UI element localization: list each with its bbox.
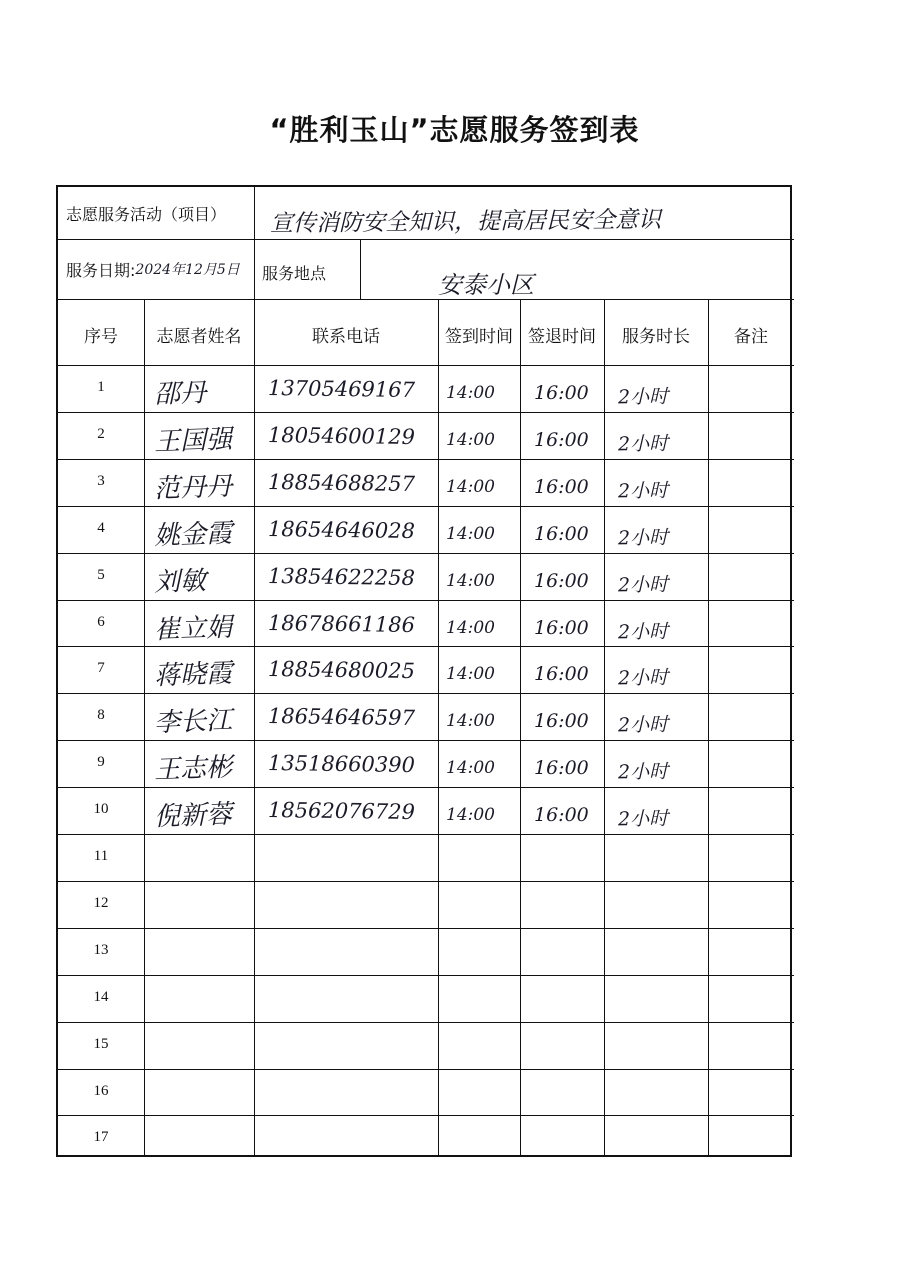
phone-number: 18854680025 [267, 657, 416, 684]
sign-out-time: 16:00 [534, 569, 589, 592]
row-number: 17 [93, 1129, 109, 1146]
column-note: 备注 [734, 326, 768, 347]
column-no: 序号 [84, 326, 118, 347]
sign-in-time: 14:00 [446, 570, 495, 591]
row-divider [58, 1069, 794, 1070]
phone-number: 13518660390 [267, 751, 416, 778]
phone-number: 18854688257 [267, 469, 416, 496]
phone-number: 18654646597 [267, 704, 416, 731]
row-number: 12 [93, 894, 109, 911]
sign-in-time: 14:00 [446, 758, 495, 779]
row-divider [58, 928, 794, 929]
volunteer-name: 王国强 [153, 424, 233, 458]
row-number: 8 [97, 707, 105, 724]
location-value: 安泰小区 [438, 271, 534, 299]
column-divider [520, 299, 521, 1157]
row-divider [58, 412, 794, 413]
service-duration: 2小时 [617, 573, 669, 597]
row-number: 6 [97, 613, 105, 630]
volunteer-name: 姚金霞 [153, 518, 233, 552]
document-title: “胜利玉山”志愿服务签到表 [269, 113, 640, 147]
activity-label: 志愿服务活动（项目） [66, 204, 227, 224]
row-divider [58, 740, 794, 741]
sign-out-time: 16:00 [534, 475, 589, 498]
row-divider [58, 693, 794, 694]
volunteer-name: 邵丹 [153, 378, 207, 410]
row-divider [58, 975, 794, 976]
volunteer-name: 倪新蓉 [153, 799, 233, 833]
service-duration: 2小时 [617, 432, 669, 456]
column-duration: 服务时长 [622, 326, 690, 347]
row-divider [58, 553, 794, 554]
row-number: 11 [93, 848, 109, 864]
sign-in-time: 14:00 [446, 664, 495, 685]
column-divider [144, 299, 145, 1157]
sign-in-time: 14:00 [446, 383, 495, 403]
activity-value: 宣传消防安全知识，提高居民安全意识 [269, 206, 662, 238]
column-divider [254, 299, 255, 1157]
row-number: 5 [97, 566, 105, 583]
row-divider [58, 646, 794, 647]
row-number: 4 [97, 519, 105, 536]
row-divider [58, 1022, 794, 1023]
volunteer-name: 李长江 [153, 705, 233, 739]
row-divider [58, 881, 794, 882]
service-duration: 2小时 [617, 385, 669, 409]
sign-out-time: 16:00 [534, 757, 589, 780]
column-signout: 签退时间 [528, 326, 596, 347]
service-duration: 2小时 [617, 713, 669, 737]
service-duration: 2小时 [617, 760, 669, 784]
volunteer-name: 蒋晓霞 [153, 659, 233, 692]
row-number: 16 [93, 1082, 109, 1099]
date-field [58, 239, 262, 299]
row-divider [58, 1115, 794, 1116]
column-signin: 签到时间 [445, 326, 513, 347]
row-number: 9 [97, 754, 105, 771]
service-duration: 2小时 [617, 807, 669, 831]
date-label: 服务日期: [66, 260, 136, 280]
row-number: 14 [93, 988, 109, 1005]
column-phone: 联系电话 [312, 326, 380, 347]
sign-out-time: 16:00 [534, 382, 589, 404]
column-name: 志愿者姓名 [156, 326, 242, 347]
phone-number: 18562076729 [267, 798, 416, 825]
phone-number: 13705469167 [267, 375, 416, 403]
phone-number: 18054600129 [267, 422, 416, 449]
service-duration: 2小时 [617, 479, 669, 503]
row-number: 3 [97, 472, 105, 489]
service-duration: 2小时 [617, 620, 669, 643]
phone-number: 13854622258 [267, 563, 416, 590]
sign-out-time: 16:00 [534, 616, 589, 639]
sign-out-time: 16:00 [534, 804, 589, 827]
phone-number: 18654646028 [267, 516, 416, 543]
sign-out-time: 16:00 [534, 522, 589, 545]
volunteer-name: 范丹丹 [153, 471, 233, 505]
sign-in-time: 14:00 [446, 429, 495, 450]
row-number: 1 [97, 379, 105, 395]
sign-in-time: 14:00 [446, 617, 495, 638]
row-divider [58, 834, 794, 835]
row-divider [58, 787, 794, 788]
location-label: 服务地点 [262, 264, 327, 283]
row-divider [58, 459, 794, 460]
row-number: 13 [93, 941, 109, 958]
sign-in-table [56, 185, 792, 1157]
sign-out-time: 16:00 [534, 710, 589, 733]
column-divider [708, 299, 709, 1157]
row-divider [58, 365, 794, 366]
row-divider [58, 600, 794, 601]
sign-in-time: 14:00 [446, 523, 495, 544]
volunteer-name: 王志彬 [153, 752, 233, 786]
column-divider [438, 299, 439, 1157]
volunteer-name: 刘敏 [153, 565, 207, 598]
column-divider [604, 299, 605, 1157]
row-number: 15 [93, 1035, 109, 1052]
sign-out-time: 16:00 [534, 428, 589, 451]
phone-number: 18678661186 [267, 610, 416, 637]
row-number: 10 [93, 801, 109, 818]
sign-in-time: 14:00 [446, 711, 495, 732]
service-duration: 2小时 [617, 526, 669, 550]
row-number: 2 [97, 425, 105, 442]
sign-in-time: 14:00 [446, 476, 495, 497]
row-number: 7 [97, 660, 105, 677]
volunteer-name: 崔立娟 [153, 612, 233, 645]
service-duration: 2小时 [617, 666, 669, 690]
date-value: 2024年12月5日 [135, 262, 240, 278]
sign-in-time: 14:00 [446, 805, 495, 826]
row-divider [58, 506, 794, 507]
sign-out-time: 16:00 [534, 663, 589, 686]
